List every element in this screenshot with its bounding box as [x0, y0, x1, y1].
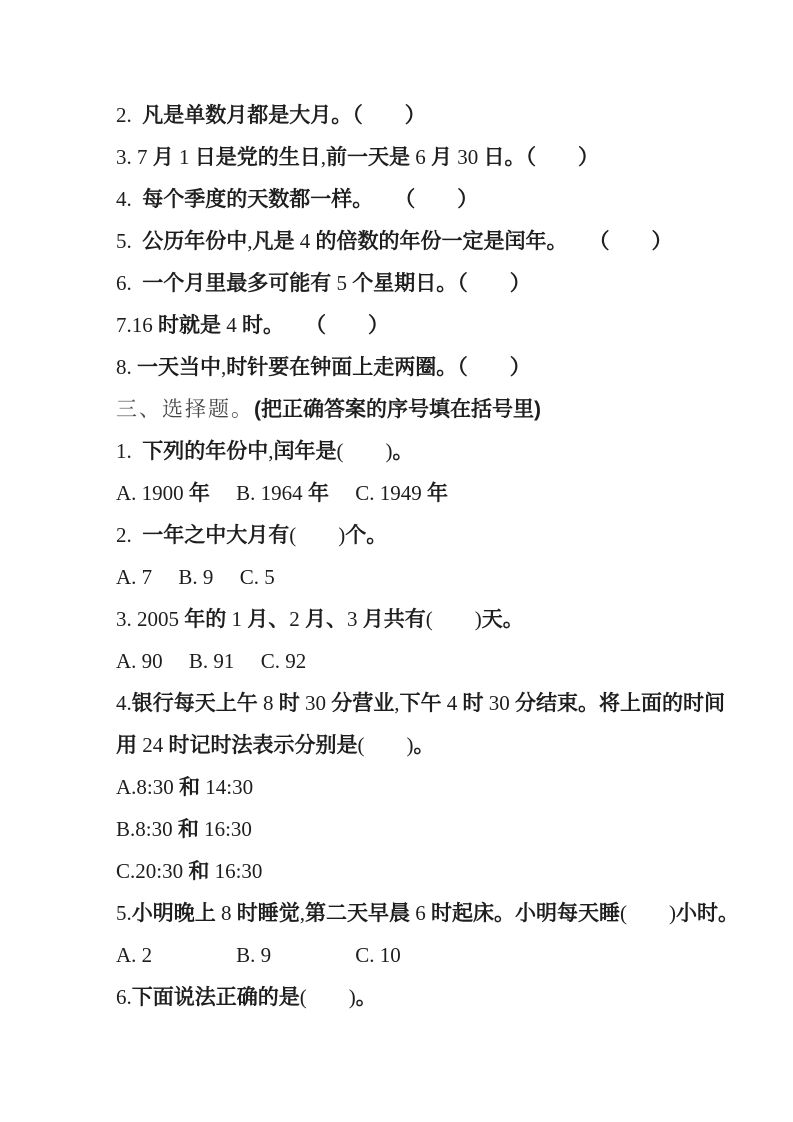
- cjk-text-run: 天。: [481, 608, 524, 631]
- cjk-text-run: 下面说法正确的是: [131, 986, 300, 1009]
- latin-text-run: ): [406, 733, 414, 757]
- cjk-text-run: 时睡觉: [236, 902, 300, 925]
- latin-text-run: ): [338, 523, 346, 547]
- latin-text-run: 30: [483, 691, 515, 715]
- latin-text-run: ,: [221, 355, 227, 379]
- latin-text-run: C.20:30: [116, 859, 189, 883]
- latin-text-run: B. 1964: [230, 481, 308, 505]
- latin-text-run: ): [669, 901, 676, 925]
- latin-text-run: (: [620, 901, 627, 925]
- cjk-text-run: 年: [307, 482, 350, 505]
- cjk-text-run: 每个季度的天数都一样。 （ ）: [142, 188, 479, 211]
- latin-text-run: A. 90: [116, 649, 163, 673]
- cjk-text-run: 时起床。小明每天睡: [431, 902, 620, 925]
- latin-text-run: B.8:30: [116, 817, 178, 841]
- latin-text-run: 3. 7: [116, 145, 153, 169]
- latin-text-run: 2.: [116, 103, 143, 127]
- cjk-text-run: 和: [179, 776, 200, 799]
- latin-text-run: A. 2: [116, 943, 153, 967]
- cjk-text-run: 一天当中: [137, 356, 221, 379]
- mc-question-line: [116, 724, 773, 766]
- latin-text-run: 4.: [116, 187, 143, 211]
- cjk-text-run: 月: [152, 146, 174, 169]
- mc-options-line: [116, 850, 773, 892]
- cjk-text-run: 月共有: [362, 608, 426, 631]
- tf-question-line: [116, 136, 773, 178]
- latin-text-run: 14:30: [200, 775, 254, 799]
- cjk-text-run: 凡是单数月都是大月。（ ）: [142, 104, 426, 127]
- cjk-text-run: 和: [188, 860, 210, 883]
- latin-text-run: 1.: [116, 439, 143, 463]
- latin-text-run: ,: [320, 145, 326, 169]
- cjk-text-run: 小时。: [676, 902, 739, 925]
- cjk-text-run: 日。（ ）: [483, 146, 599, 169]
- tf-question-line: [116, 178, 773, 220]
- cjk-text-run: 闰年是: [273, 440, 337, 463]
- mc-question-line: [116, 976, 773, 1018]
- cjk-text-run: 下午: [399, 692, 442, 715]
- cjk-text-run: 个星期日。（ ）: [352, 272, 531, 295]
- tf-question-line: [116, 262, 773, 304]
- latin-text-run: 5: [331, 271, 353, 295]
- cjk-text-run: 公历年份中: [142, 230, 248, 253]
- mc-options-line: [116, 556, 773, 598]
- latin-text-run: ): [348, 985, 356, 1009]
- cjk-text-run: [365, 734, 407, 757]
- latin-text-run: ,: [299, 901, 305, 925]
- latin-text-run: A. 7: [116, 565, 153, 589]
- cjk-text-run: 。: [355, 986, 377, 1009]
- cjk-text-run: 时。 （ ）: [242, 314, 389, 337]
- cjk-text-run: 个。: [345, 524, 388, 547]
- cjk-text-run: [271, 944, 355, 967]
- cjk-text-run: 时记时法表示分别是: [168, 734, 358, 757]
- cjk-text-run: 银行每天上午: [131, 692, 258, 715]
- tf-question-line: [116, 94, 773, 136]
- section-title-suffix: (把正确答案的序号填在括号里): [254, 398, 541, 421]
- latin-text-run: 7.16: [116, 313, 158, 337]
- latin-text-run: C. 5: [234, 565, 275, 589]
- latin-text-run: 24: [137, 733, 169, 757]
- latin-text-run: 5.: [116, 901, 132, 925]
- mc-options-line: [116, 808, 773, 850]
- mc-question-line: [116, 514, 773, 556]
- cjk-text-run: 前一天是: [326, 146, 410, 169]
- latin-text-run: 2: [289, 607, 305, 631]
- cjk-text-run: [163, 650, 184, 673]
- cjk-text-run: 的倍数的年份一定是闰年。 （ ）: [315, 230, 673, 253]
- cjk-text-run: 凡是: [252, 230, 295, 253]
- cjk-text-run: [433, 608, 475, 631]
- cjk-text-run: 时针要在钟面上走两圈。（ ）: [226, 356, 531, 379]
- tf-question-line: [116, 220, 773, 262]
- latin-text-run: 4: [294, 229, 316, 253]
- latin-text-run: (: [425, 607, 433, 631]
- latin-text-run: 8.: [116, 355, 137, 379]
- tf-question-line: [116, 304, 773, 346]
- cjk-text-run: 时: [462, 692, 484, 715]
- latin-text-run: B. 9: [236, 943, 272, 967]
- cjk-text-run: 年的: [184, 608, 227, 631]
- cjk-text-run: [307, 986, 349, 1009]
- cjk-text-run: 第二天早晨: [305, 902, 410, 925]
- section-title: [116, 388, 773, 430]
- cjk-text-run: [152, 566, 173, 589]
- mc-options-line: [116, 766, 773, 808]
- latin-text-run: 30: [452, 145, 484, 169]
- latin-text-run: 8: [215, 901, 237, 925]
- cjk-text-run: [344, 440, 386, 463]
- latin-text-run: C. 92: [255, 649, 307, 673]
- cjk-text-run: 分结束。将上面的时间: [515, 692, 725, 715]
- latin-text-run: (: [336, 439, 344, 463]
- latin-text-run: B. 91: [183, 649, 235, 673]
- cjk-text-run: 年: [426, 482, 448, 505]
- latin-text-run: ,: [394, 691, 400, 715]
- latin-text-run: C. 1949: [349, 481, 427, 505]
- latin-text-run: 8: [257, 691, 279, 715]
- latin-text-run: A. 1900: [116, 481, 189, 505]
- latin-text-run: 4.: [116, 691, 132, 715]
- latin-text-run: ,: [247, 229, 253, 253]
- worksheet-content: [116, 94, 773, 1018]
- cjk-text-run: 一年之中大月有: [142, 524, 290, 547]
- latin-text-run: 6: [410, 145, 431, 169]
- cjk-text-run: 时就是: [158, 314, 221, 337]
- cjk-text-run: [213, 566, 234, 589]
- section-title-prefix: 三、选择题。: [116, 397, 254, 421]
- latin-text-run: ,: [268, 439, 274, 463]
- cjk-text-run: 。: [413, 734, 435, 757]
- latin-text-run: 6.: [116, 985, 132, 1009]
- latin-text-run: 16:30: [209, 859, 263, 883]
- cjk-text-run: 用: [116, 734, 137, 757]
- latin-text-run: ): [474, 607, 482, 631]
- latin-text-run: B. 9: [173, 565, 214, 589]
- latin-text-run: ): [385, 439, 393, 463]
- cjk-text-run: [627, 902, 669, 925]
- latin-text-run: 30: [299, 691, 332, 715]
- latin-text-run: 2.: [116, 523, 143, 547]
- latin-text-run: (: [357, 733, 365, 757]
- latin-text-run: 5.: [116, 229, 143, 253]
- cjk-text-run: 下列的年份中: [142, 440, 269, 463]
- cjk-text-run: [296, 524, 338, 547]
- latin-text-run: 4: [221, 313, 242, 337]
- cjk-text-run: 和: [177, 818, 199, 841]
- cjk-text-run: 。: [392, 440, 414, 463]
- latin-text-run: 1: [173, 145, 195, 169]
- cjk-text-run: [234, 650, 255, 673]
- latin-text-run: (: [289, 523, 297, 547]
- cjk-text-run: 分营业: [331, 692, 395, 715]
- mc-options-line: [116, 472, 773, 514]
- latin-text-run: 6.: [116, 271, 143, 295]
- mc-question-line: [116, 682, 773, 724]
- mc-question-line: [116, 430, 773, 472]
- latin-text-run: 3: [347, 607, 363, 631]
- latin-text-run: 3. 2005: [116, 607, 185, 631]
- latin-text-run: 16:30: [198, 817, 252, 841]
- latin-text-run: 4: [441, 691, 463, 715]
- cjk-text-run: 日是党的生日: [194, 146, 321, 169]
- latin-text-run: A.8:30: [116, 775, 179, 799]
- latin-text-run: C. 10: [355, 943, 401, 967]
- tf-question-line: [116, 346, 773, 388]
- cjk-text-run: [152, 944, 236, 967]
- cjk-text-run: 小明晚上: [131, 902, 216, 925]
- cjk-text-run: 时: [278, 692, 300, 715]
- latin-text-run: (: [299, 985, 307, 1009]
- latin-text-run: 1: [226, 607, 248, 631]
- mc-options-line: [116, 640, 773, 682]
- cjk-text-run: 一个月里最多可能有: [142, 272, 332, 295]
- cjk-text-run: 年: [188, 482, 231, 505]
- mc-question-line: [116, 892, 773, 934]
- mc-options-line: [116, 934, 773, 976]
- cjk-text-run: 月、: [247, 608, 290, 631]
- latin-text-run: 6: [410, 901, 431, 925]
- cjk-text-run: 月: [431, 146, 452, 169]
- cjk-text-run: 月、: [305, 608, 347, 631]
- mc-question-line: [116, 598, 773, 640]
